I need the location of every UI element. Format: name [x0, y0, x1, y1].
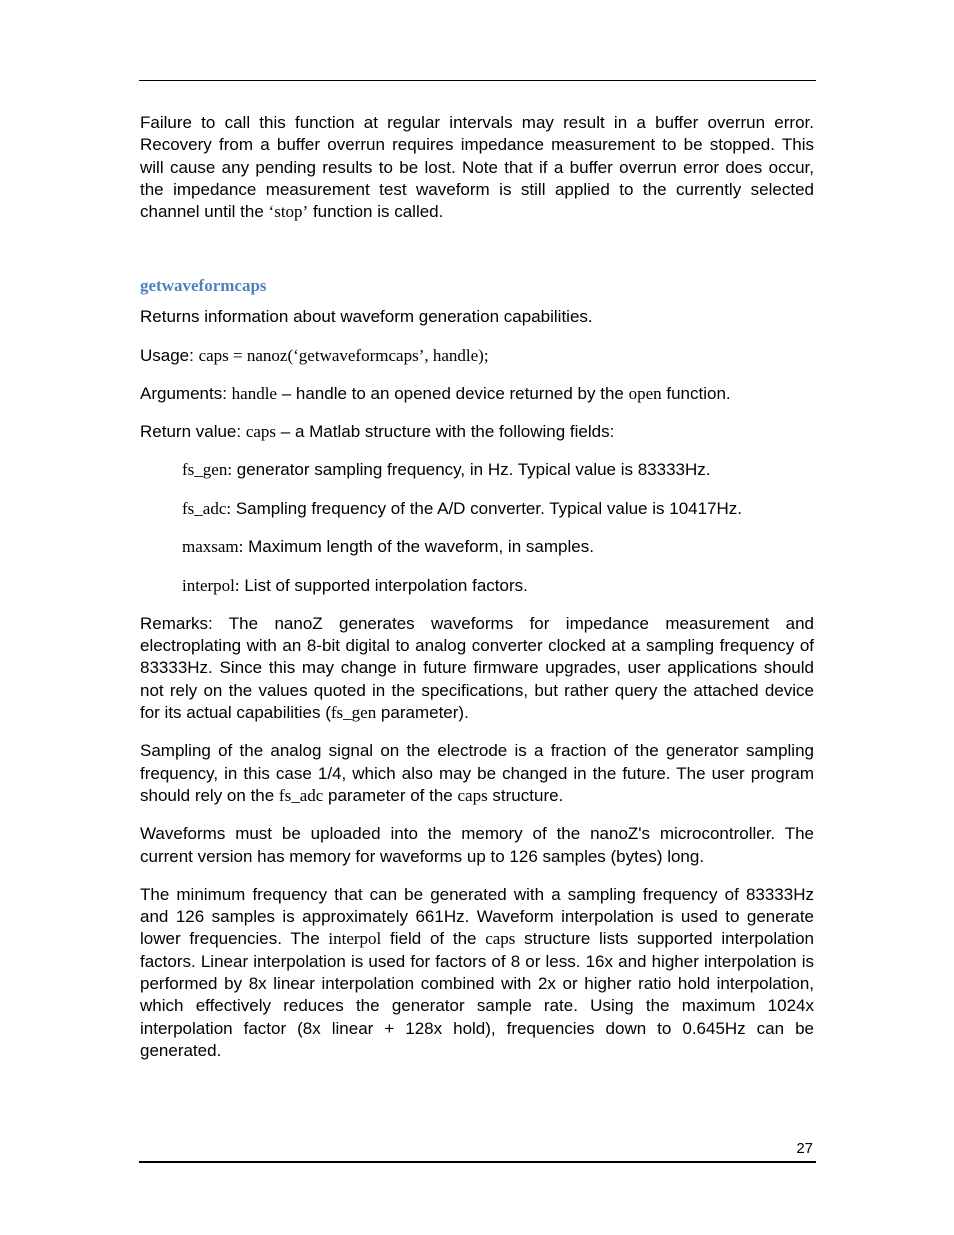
remarks-text-end: parameter).	[376, 703, 469, 723]
remarks-paragraph-2	[140, 740, 814, 807]
usage-line	[140, 345, 814, 367]
remarks-paragraph-1	[140, 613, 814, 724]
return-value-label: Return value:	[140, 422, 246, 442]
field-name: maxsam:	[182, 537, 244, 557]
field-maxsam	[140, 536, 814, 558]
intro-paragraph	[140, 112, 814, 223]
usage-code: caps = nanoz(‘getwaveformcaps’, handle);	[198, 345, 489, 365]
remarks-text-mid: field of the	[381, 929, 486, 949]
intro-text-end: function is called.	[308, 202, 444, 222]
field-text: generator sampling frequency, in Hz. Typical value is 83333Hz.	[232, 459, 711, 479]
header-rule	[139, 80, 816, 81]
field-fs-adc	[140, 498, 814, 520]
remarks-text-end: structure.	[487, 785, 564, 805]
remarks-text: Remarks: The nanoZ generates waveforms for impedance measurement and electroplating with an 8-bit digital to analog converter clocked at a sampling frequency of 83333Hz. Since this may change in future firmware upgrades, user applications should not rely on the values quoted in the specifications, but rather query the attached device for its actual capabilities (	[140, 613, 814, 723]
page-body	[140, 112, 814, 1062]
field-name: interpol:	[182, 575, 240, 595]
field-interpol	[140, 575, 814, 597]
field-name: fs_gen:	[182, 459, 233, 479]
usage-label: Usage:	[140, 345, 199, 365]
remarks-text: The minimum frequency that can be generated with a sampling frequency of 83333Hz and 126 samples is approximately 661Hz. Waveform interpolation is used to generate lower frequencies. The	[140, 884, 814, 949]
remarks-text-end: structure lists supported interpolation factors. Linear interpolation is used for factors of 8 or less. 16x and higher interpolation is performed by 8x linear interpolation combined with 2x or higher ratio hold interpolation, which effectively reduces the generator sample rate. Using the maximum 1024x interpolation factor (8x linear + 128x hold), frequencies down to 0.645Hz can be generated.	[140, 929, 814, 1060]
interpol-code: interpol	[328, 929, 382, 949]
field-text: Sampling frequency of the A/D converter. Typical value is 10417Hz.	[231, 498, 743, 518]
remarks-paragraph-3: Waveforms must be uploaded into the memory of the nanoZ's microcontroller. The current version has memory for waveforms up to 126 samples (bytes) long.	[140, 824, 814, 866]
arguments-line	[140, 383, 814, 405]
field-text: Maximum length of the waveform, in samples.	[243, 537, 594, 557]
section-heading: getwaveformcaps	[140, 276, 267, 296]
caps-code: caps	[457, 785, 488, 805]
stop-code: ‘stop’	[268, 202, 309, 222]
fs-gen-code: fs_gen	[330, 703, 377, 723]
remarks-text-mid: parameter of the	[323, 785, 458, 805]
footer-rule	[139, 1161, 816, 1163]
caps-code: caps	[245, 422, 277, 442]
field-fs-gen	[140, 459, 814, 481]
remarks-paragraph-4	[140, 884, 814, 1062]
field-name: fs_adc:	[182, 498, 232, 518]
caps-code: caps	[485, 929, 516, 949]
intro-text: Failure to call this function at regular intervals may result in a buffer overrun error. Recovery from a buffer overrun requires impedance measurement to be stopped. This will cause any pending results to be lost. Note that if a buffer overrun error does occur, the impedance measurement test waveform is still applied to the currently selected channel until the	[140, 113, 814, 222]
arguments-text-end: function.	[661, 384, 731, 404]
remarks-text: Sampling of the analog signal on the electrode is a fraction of the generator sampling frequency, in this case 1/4, which also may be changed in the future. The user program should rely on the	[140, 741, 814, 805]
arguments-label: Arguments:	[140, 384, 232, 404]
section-description: Returns information about waveform generation capabilities.	[140, 307, 593, 327]
return-value-text: – a Matlab structure with the following fields:	[276, 422, 615, 442]
arguments-text: – handle to an opened device returned by the	[276, 384, 629, 404]
open-code: open	[628, 384, 662, 404]
handle-code: handle	[231, 384, 277, 404]
fs-adc-code: fs_adc	[278, 785, 324, 805]
page-number: 27	[796, 1140, 813, 1157]
field-text: List of supported interpolation factors.	[239, 575, 528, 595]
return-value-line	[140, 421, 814, 443]
